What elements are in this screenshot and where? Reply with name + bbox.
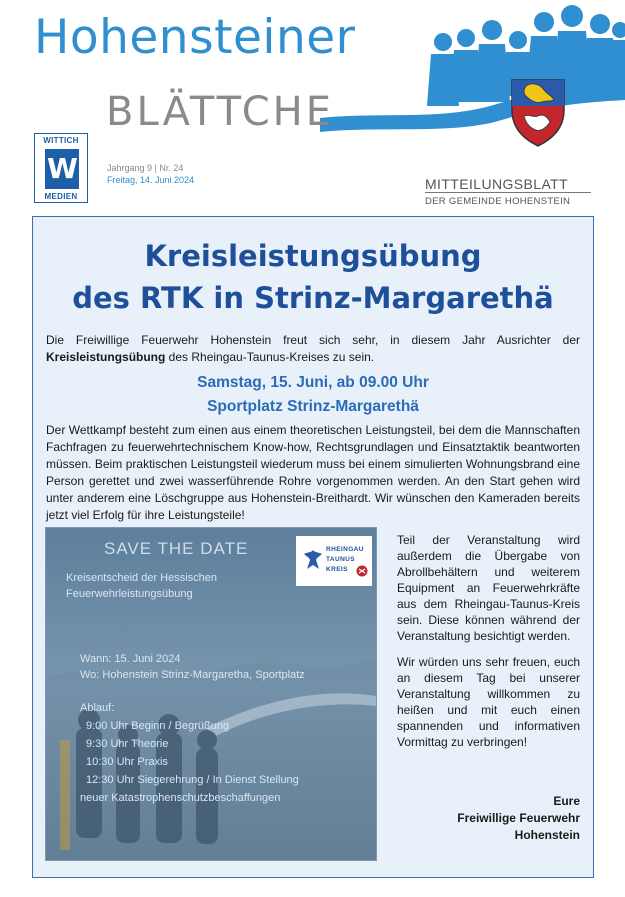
headline-line-1: Kreisleistungsübung: [144, 239, 482, 273]
district-logo-line: TAUNUS: [326, 556, 355, 563]
poster-schedule-item: 12:30 Uhr Siegerehrung / In Dienst Stellung: [86, 774, 299, 786]
intro-text-bold: Kreisleistungsübung: [46, 350, 166, 364]
municipal-crest-icon: [508, 76, 568, 148]
poster-where: Wo: Hohenstein Strinz-Margaretha, Sportplatz: [80, 669, 305, 681]
event-datetime: Samstag, 15. Juni, ab 09.00 Uhr: [197, 374, 429, 391]
masthead-subtitle: BLÄTTCHE: [106, 89, 335, 135]
bulletin-subtitle: DER GEMEINDE HOHENSTEIN: [425, 196, 571, 207]
article-intro: [46, 332, 580, 366]
poster-schedule-item: neuer Katastrophenschutzbeschaffungen: [80, 792, 281, 804]
publisher-name-bottom: MEDIEN: [44, 192, 78, 201]
masthead-title: Hohensteiner: [34, 10, 356, 65]
event-location: Sportplatz Strinz-Margarethä: [207, 398, 419, 415]
bulletin-divider: [425, 192, 591, 193]
signature-organization: Freiwillige Feuerwehr: [457, 811, 580, 825]
issue-number: Jahrgang 9 | Nr. 24: [107, 163, 184, 173]
issue-date: Freitag, 14. Juni 2024: [107, 175, 195, 185]
poster-heading: SAVE THE DATE: [104, 539, 249, 558]
poster-schedule-item: 9:30 Uhr Theorie: [86, 738, 169, 750]
save-the-date-poster: [46, 528, 376, 860]
intro-text-end: des Rheingau-Taunus-Kreises zu sein.: [165, 350, 375, 364]
district-logo: [296, 536, 372, 586]
publisher-logo: [32, 133, 90, 203]
poster-subtitle-line-1: Kreisentscheid der Hessischen: [66, 572, 218, 584]
headline-line-2: des RTK in Strinz-Margarethä: [72, 281, 554, 315]
poster-schedule-label: Ablauf:: [80, 702, 115, 714]
side-paragraph-handover: Teil der Veranstaltung wird außerdem die Übergabe von Abrollbehältern und weiterem Equipment an Feuerwehrkräfte aus dem Rheingau-Taunus-Kreis sein. Diese können während der Veranstaltung besichtigt werden.: [397, 533, 580, 643]
poster-schedule-item: 10:30 Uhr Praxis: [86, 756, 168, 768]
district-logo-line: RHEINGAU: [326, 546, 364, 553]
district-crest-icon: [356, 564, 368, 578]
bulletin-title: MITTEILUNGSBLATT: [425, 176, 569, 192]
community-silhouette-graphic: [320, 0, 625, 140]
side-paragraph-invitation: Wir würden uns sehr freuen, euch an diesem Tag bei unserer Veranstaltung willkommen zu heißen und mit euch einen spannenden und informativen Vormittag zu verbringen!: [397, 655, 580, 749]
publisher-mark: W: [45, 149, 79, 189]
signature-place: Hohenstein: [514, 828, 580, 842]
masthead: [0, 0, 625, 215]
eagle-icon: [302, 548, 324, 572]
article-body: Der Wettkampf besteht zum einen aus einem theoretischen Leistungsteil, bei dem die Mannschaften Fachfragen zu feuerwehrtechnischem Know-how, Rechtsgrundlagen und Einsatztaktik beantworten müssen. Beim praktischen Leistungsteil wiederum muss bei einem simulierten Wohnungsbrand eine Person gerettet und zwei wasserführende Rohre vorgenommen werden. An den Start gehen wird unter anderem eine Löschgruppe aus Hohenstein-Breithardt. Wir wünschen den Kameraden bereits jetzt viel Erfolg für ihre Leistungsteile!: [46, 423, 580, 522]
signature-greeting: Eure: [553, 794, 580, 808]
district-logo-line: KREIS: [326, 566, 348, 573]
article-headline: [34, 235, 592, 319]
poster-when: Wann: 15. Juni 2024: [80, 653, 181, 665]
publisher-name-top: WITTICH: [43, 136, 79, 145]
poster-schedule-item: 9:00 Uhr Beginn / Begrüßung: [86, 720, 230, 732]
poster-subtitle-line-2: Feuerwehrleistungsübung: [66, 588, 193, 600]
intro-text-start: Die Freiwillige Feuerwehr Hohenstein freut sich sehr, in diesem Jahr Ausrichter der: [46, 333, 580, 347]
